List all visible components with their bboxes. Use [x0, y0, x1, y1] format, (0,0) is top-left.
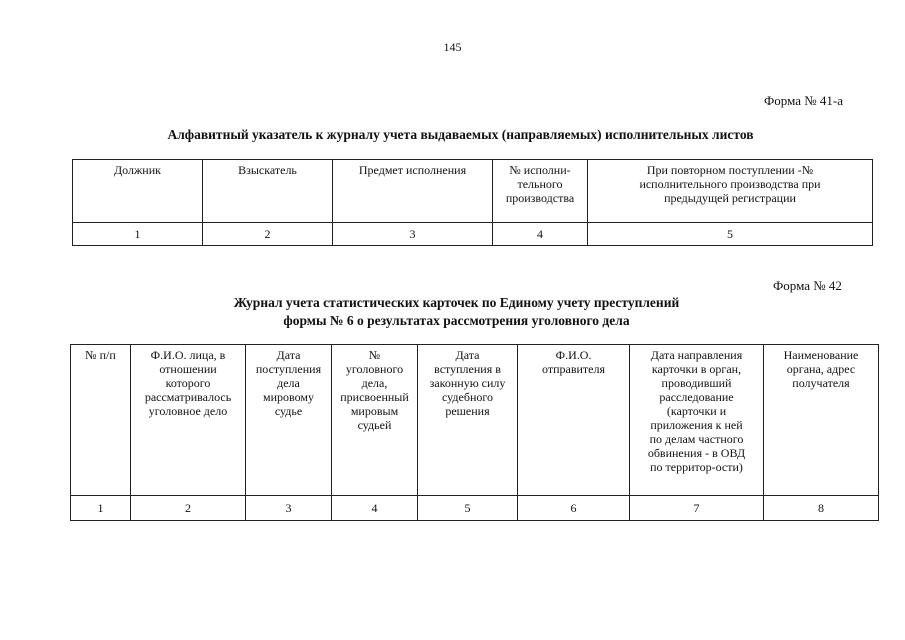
header-cell-debtor: [73, 160, 203, 223]
form-42-title: [4, 294, 905, 330]
header-text: Дата вступления в законную силу судебного решения: [429, 348, 506, 418]
column-number: 6: [518, 496, 630, 521]
header-cell-dispatch-date: [630, 345, 764, 496]
header-cell-person-name: [131, 345, 246, 496]
column-number: 2: [131, 496, 246, 521]
header-text: Дата поступления дела мировому судье: [255, 348, 322, 418]
header-cell-case-number: [332, 345, 418, 496]
column-number: 3: [246, 496, 332, 521]
table-header-row: [71, 345, 879, 496]
table-number-row: [71, 496, 879, 521]
column-number: 1: [73, 223, 203, 246]
column-number: 1: [71, 496, 131, 521]
header-cell-proceeding-number: [493, 160, 588, 223]
header-text: Наименование органа, адрес получателя: [783, 348, 859, 390]
column-number: 3: [333, 223, 493, 246]
form-41a-title: Алфавитный указатель к журналу учета выдаваемых (направляемых) исполнительных листов: [167, 127, 754, 142]
header-cell-claimant: [203, 160, 333, 223]
header-cell-sender-name: [518, 345, 630, 496]
header-cell-repeat-registration: [588, 160, 873, 223]
header-text: Дата направления карточки в орган, проводивший расследование (карточки и приложения к ней по делам частного обвинения - в ОВД по территор-ости): [647, 348, 746, 474]
header-text: При повторном поступлении -№ исполнительного производства при предыдущей регистрации: [639, 163, 821, 205]
column-number: 2: [203, 223, 333, 246]
header-text: № п/п: [85, 348, 116, 362]
header-cell-effective-date: [418, 345, 518, 496]
header-text: № исполни- тельного производства: [505, 163, 575, 205]
table-header-row: [73, 160, 873, 223]
header-text: Взыскатель: [238, 163, 297, 177]
form-42-title-line-1: Журнал учета статистических карточек по Единому учету преступлений: [233, 295, 680, 310]
page-number: 145: [443, 40, 462, 54]
column-number: 7: [630, 496, 764, 521]
header-text: № уголовного дела, присвоенный мировым судьей: [340, 348, 409, 432]
header-text: Должник: [114, 163, 161, 177]
header-text: Ф.И.О. лица, в отношении которого рассматривалось уголовное дело: [144, 348, 232, 418]
form-42-title-line-2: формы № 6 о результатах рассмотрения уголовного дела: [283, 313, 630, 328]
header-cell-receipt-date: [246, 345, 332, 496]
column-number: 8: [764, 496, 879, 521]
column-number: 4: [332, 496, 418, 521]
column-number: 4: [493, 223, 588, 246]
table-number-row: [73, 223, 873, 246]
header-text: Предмет исполнения: [358, 163, 467, 177]
header-cell-subject: [333, 160, 493, 223]
form-41a-label: Форма № 41-а: [764, 93, 843, 108]
column-number: 5: [418, 496, 518, 521]
header-text: Ф.И.О. отправителя: [542, 348, 605, 376]
header-cell-row-number: [71, 345, 131, 496]
header-cell-recipient: [764, 345, 879, 496]
form-42-table: [70, 344, 879, 521]
form-41a-table: [72, 159, 873, 246]
column-number: 5: [588, 223, 873, 246]
form-42-label: Форма № 42: [773, 278, 842, 293]
